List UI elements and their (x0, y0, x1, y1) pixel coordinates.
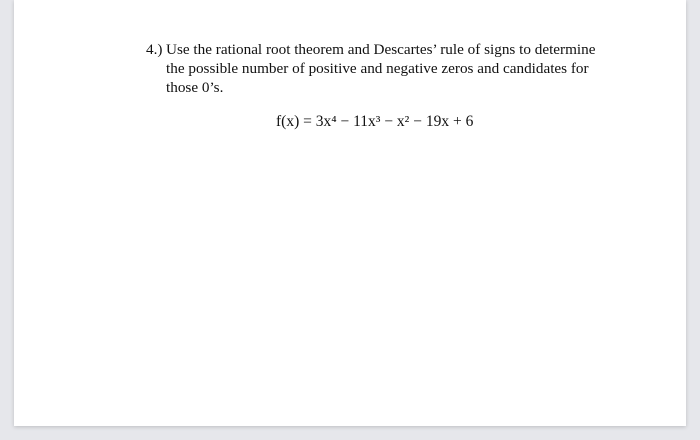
problem-number: 4.) (146, 41, 163, 58)
document-page (14, 0, 686, 426)
polynomial-equation: f(x) = 3x⁴ − 11x³ − x² − 19x + 6 (276, 113, 474, 130)
problem-text: Use the rational root theorem and Descartes’ rule of signs to determine the possible number of positive and negative zeros and candidates for those 0’s. (166, 41, 596, 96)
